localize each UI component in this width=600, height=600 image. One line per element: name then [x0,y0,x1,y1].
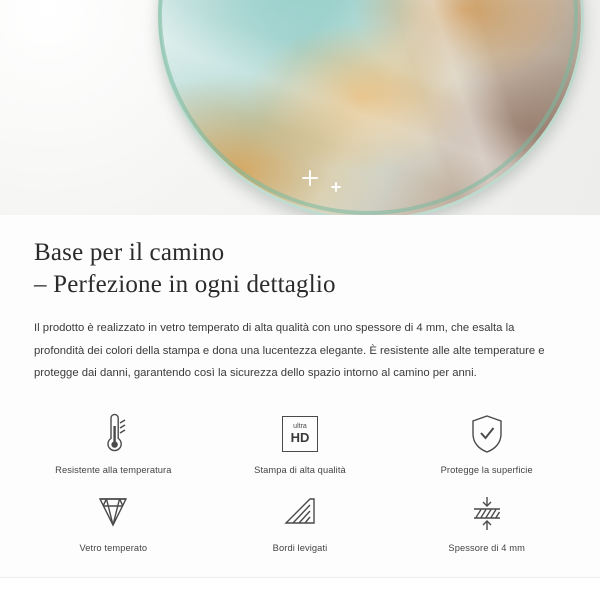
feature-item [393,411,580,475]
glass-board-image [158,0,584,215]
feature-item [207,489,394,553]
ultra-hd-top-label: ultra [293,423,307,431]
feature-label: Bordi levigati [272,542,328,553]
feature-item [20,411,207,475]
feature-item [393,489,580,553]
thickness-icon [467,489,507,535]
ultra-hd-bottom-label: HD [290,430,310,446]
description-paragraph: Il prodotto è realizzato in vetro temperato di alta qualità con uno spessore di 4 mm, che esalta la profondità dei colori della stampa e dona una lucentezza elegante. È resistente alle alte temperature e protegge dai danni, garantendo così la sicurezza dello spazio intorno al camino per anni. [34,322,545,380]
footer-divider [0,577,600,600]
text-content [0,215,600,385]
headline-line-2: – Perfezione in ogni dettaglio [34,271,336,298]
marble-artwork [161,0,581,215]
hero-image [0,0,600,215]
feature-item [207,411,394,475]
feature-label: Stampa di alta qualità [254,464,346,475]
thermometer-icon [96,411,130,457]
feature-label: Protegge la superficie [440,464,533,475]
headline-line-1: Base per il camino [34,239,225,266]
ultra-hd-icon [282,411,318,457]
feature-item [20,489,207,553]
polished-edges-icon [280,489,320,535]
feature-label: Vetro temperato [79,542,148,553]
feature-label: Spessore di 4 mm [448,542,525,553]
shield-check-icon [468,411,506,457]
page-title [34,237,566,301]
diamond-icon [92,489,134,535]
feature-label: Resistente alla temperatura [55,464,172,475]
feature-grid [0,411,600,553]
